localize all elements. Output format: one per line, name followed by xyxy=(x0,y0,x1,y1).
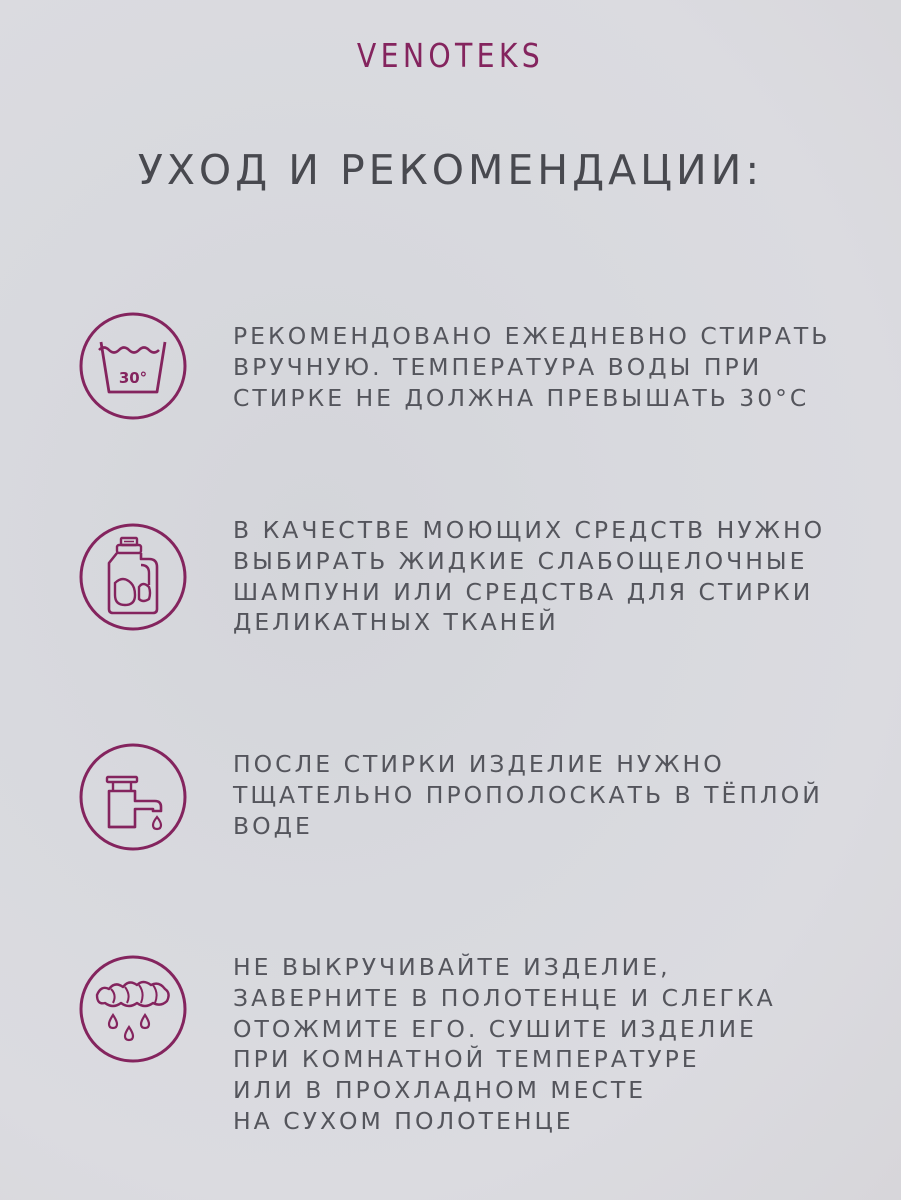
text-line: В КАЧЕСТВЕ МОЮЩИХ СРЕДСТВ НУЖНО xyxy=(233,516,826,544)
text-line: РЕКОМЕНДОВАНО ЕЖЕДНЕВНО СТИРАТЬ xyxy=(233,322,831,350)
text-line: ОТОЖМИТЕ ЕГО. СУШИТЕ ИЗДЕЛИЕ xyxy=(233,1014,757,1043)
text-line: ПОСЛЕ СТИРКИ ИЗДЕЛИЕ НУЖНО xyxy=(233,750,725,778)
care-item-text xyxy=(233,321,873,413)
faucet-icon xyxy=(79,743,187,851)
text-line: ВОДЕ xyxy=(233,811,313,840)
text-line: НА СУХОМ ПОЛОТЕНЦЕ xyxy=(233,1106,574,1135)
text-line: СТИРКЕ НЕ ДОЛЖНА ПРЕВЫШАТЬ 30°С xyxy=(233,383,810,412)
text-line: ВРУЧНУЮ. ТЕМПЕРАТУРА ВОДЫ ПРИ xyxy=(233,352,763,381)
text-line: ПРИ КОМНАТНОЙ ТЕМПЕРАТУРЕ xyxy=(233,1045,700,1074)
care-item-text xyxy=(233,515,873,638)
care-item-text xyxy=(233,952,873,1137)
text-line: НЕ ВЫКРУЧИВАЙТЕ ИЗДЕЛИЕ, xyxy=(233,953,671,981)
text-line: ШАМПУНИ ИЛИ СРЕДСТВА ДЛЯ СТИРКИ xyxy=(233,577,814,606)
care-item-text xyxy=(233,749,873,841)
text-line: ЗАВЕРНИТЕ В ПОЛОТЕНЦЕ И СЛЕГКА xyxy=(233,983,776,1012)
wash-temperature-label: 30° xyxy=(118,369,148,387)
text-line: ИЛИ В ПРОХЛАДНОМ МЕСТЕ xyxy=(233,1076,647,1105)
brand-logo: VENOTEKS xyxy=(356,36,545,75)
page-title: УХОД И РЕКОМЕНДАЦИИ: xyxy=(137,146,764,194)
text-line: ВЫБИРАТЬ ЖИДКИЕ СЛАБОЩЕЛОЧНЫЕ xyxy=(233,546,808,575)
do-not-wring-icon xyxy=(79,955,187,1063)
detergent-bottle-icon xyxy=(79,523,187,631)
text-line: ТЩАТЕЛЬНО ПРОПОЛОСКАТЬ В ТЁПЛОЙ xyxy=(233,780,823,809)
hand-wash-30-icon xyxy=(79,312,187,420)
text-line: ДЕЛИКАТНЫХ ТКАНЕЙ xyxy=(233,608,559,637)
